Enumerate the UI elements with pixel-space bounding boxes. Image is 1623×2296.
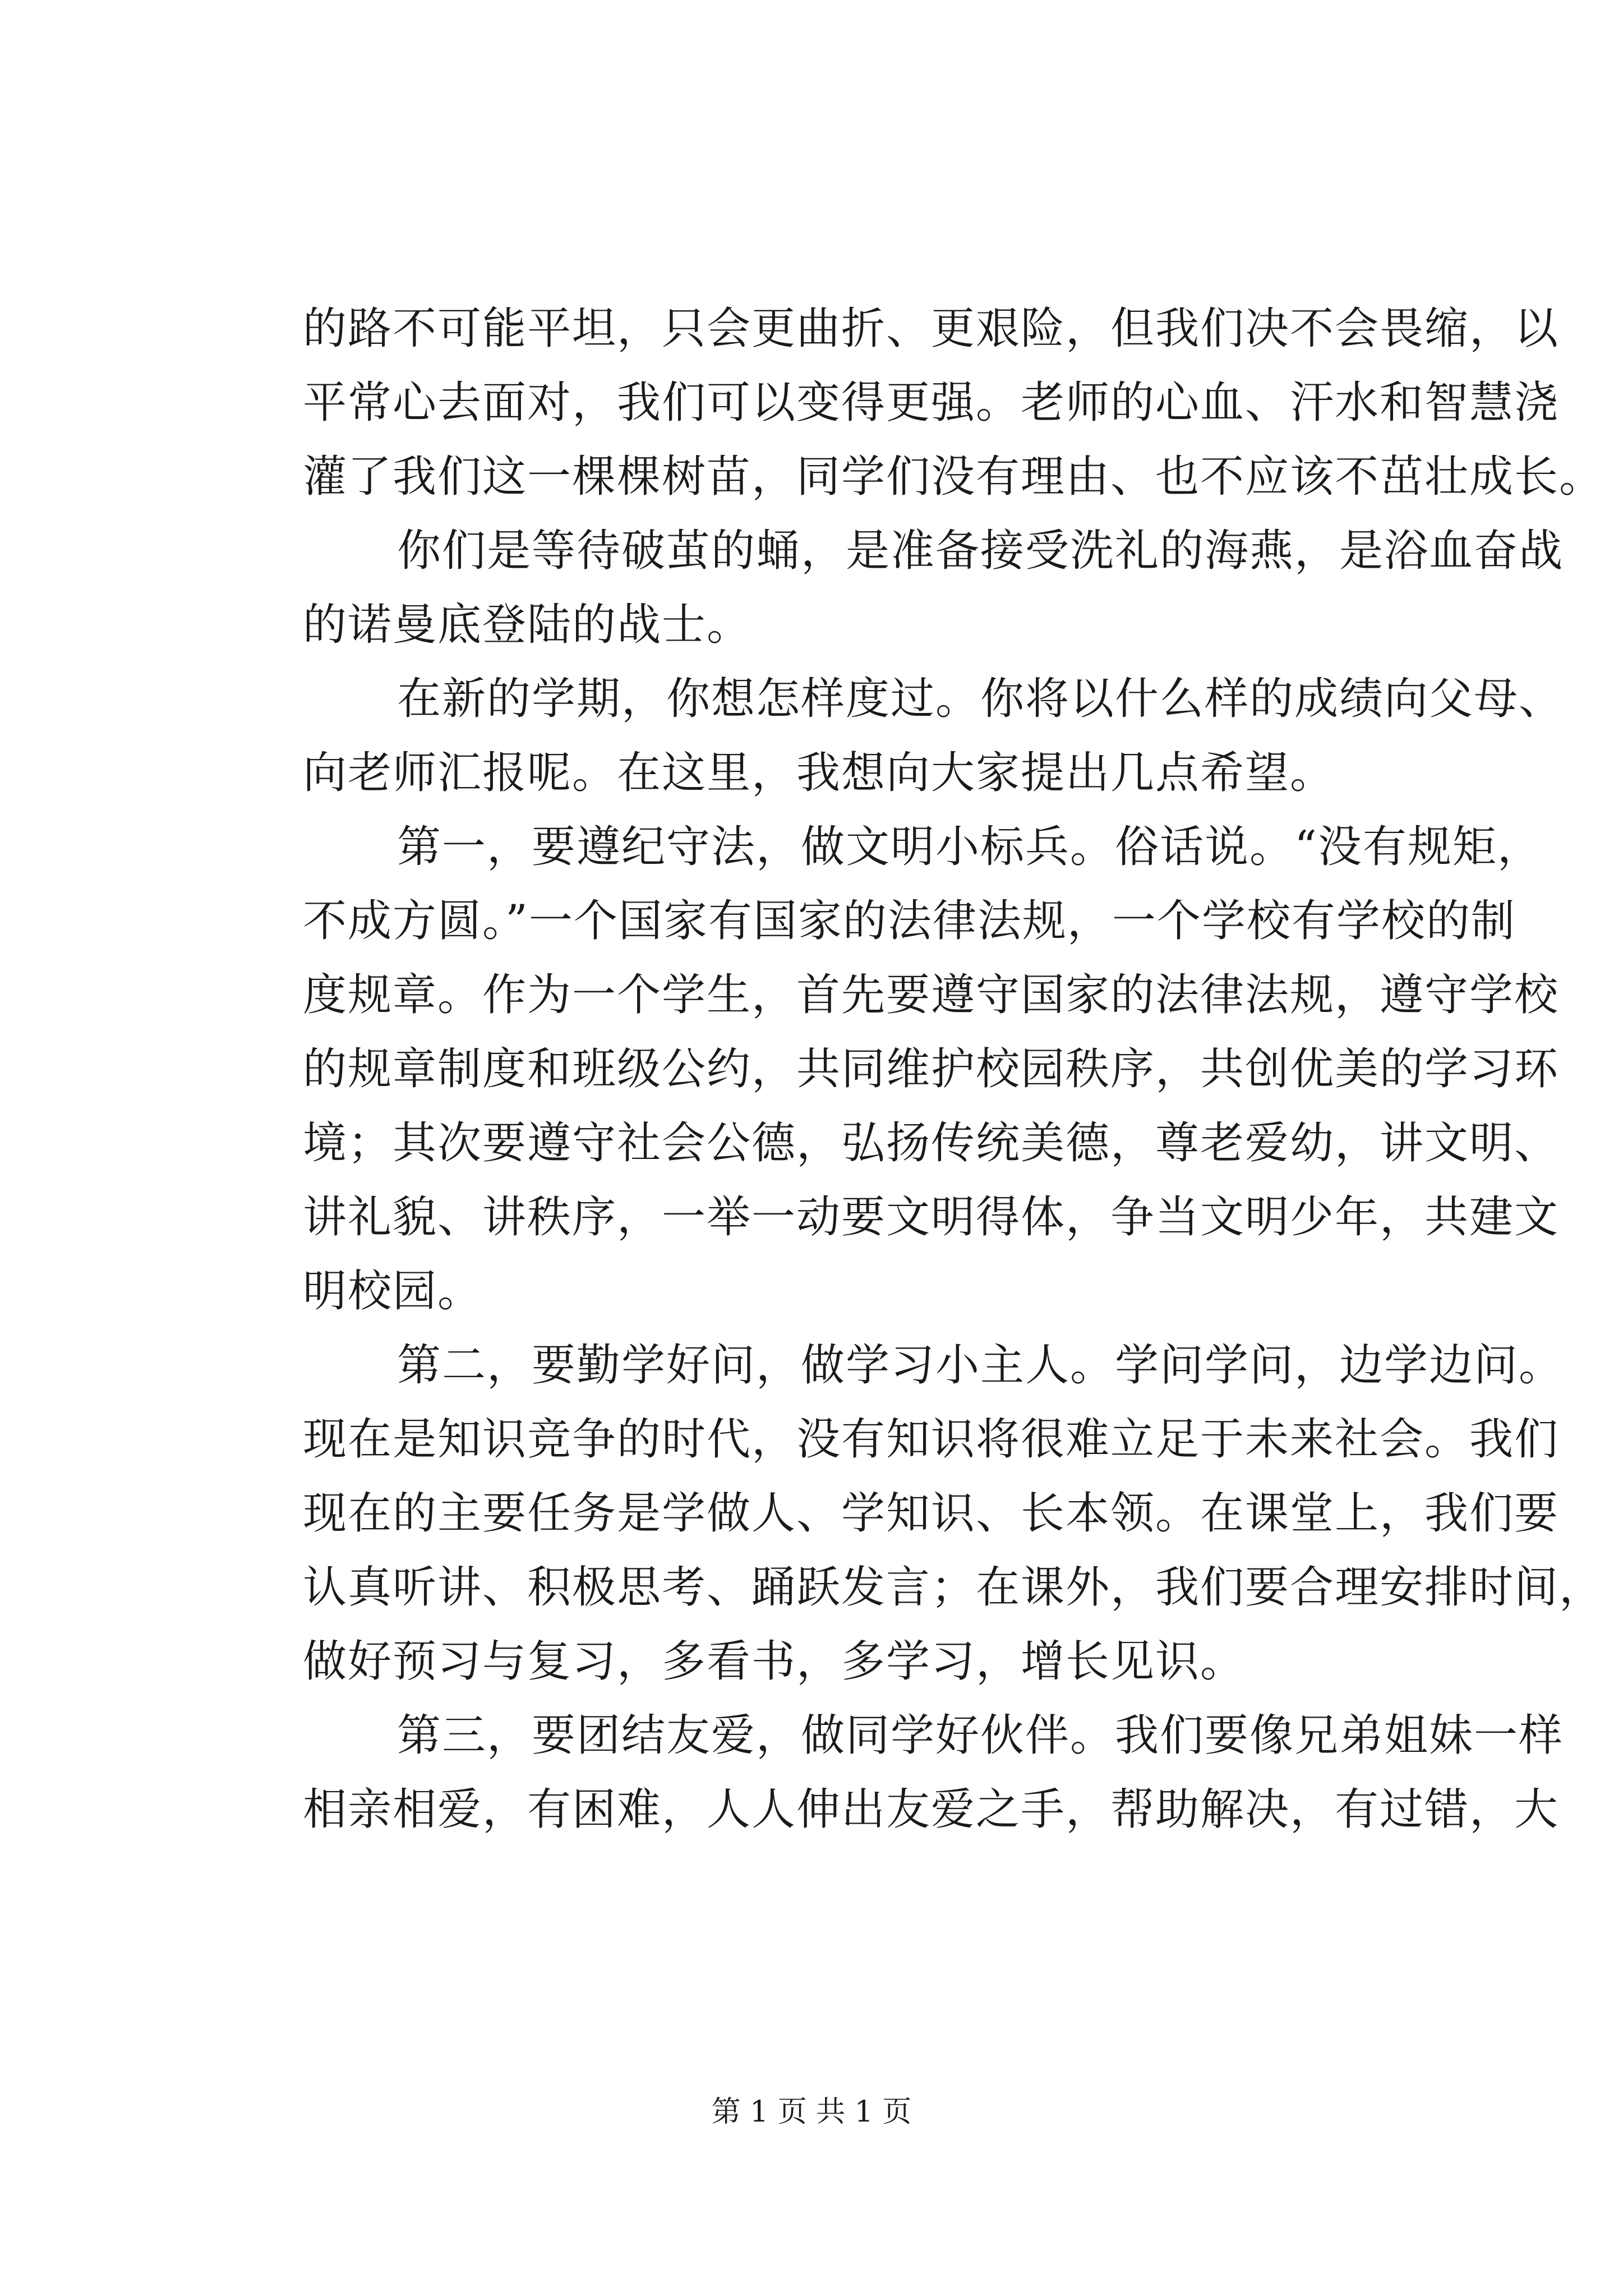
text-line: 讲礼貌、讲秩序，一举一动要文明得体，争当文明少年，共建文	[303, 1192, 1560, 1243]
page-number-footer: 第 1 页 共 1 页	[711, 2095, 912, 2129]
text-line: 不成方圆。”一个国家有国家的法律法规，一个学校有学校的制	[303, 896, 1516, 946]
text-line: 认真听讲、积极思考、踊跃发言；在课外，我们要合理安排时间，	[303, 1562, 1604, 1613]
text-line: 的路不可能平坦，只会更曲折、更艰险，但我们决不会畏缩，以	[303, 303, 1560, 354]
text-line: 明校园。	[303, 1266, 483, 1317]
text-line: 灌了我们这一棵棵树苗，同学们没有理由、也不应该不茁壮成长。	[303, 452, 1604, 502]
text-line: 现在的主要任务是学做人、学知识、长本领。在课堂上，我们要	[303, 1488, 1560, 1539]
text-line: 度规章。作为一个学生，首先要遵守国家的法律法规，遵守学校	[303, 970, 1560, 1020]
text-line: 现在是知识竞争的时代，没有知识将很难立足于未来社会。我们	[303, 1414, 1560, 1465]
document-body	[303, 292, 1604, 1847]
text-line: 做好预习与复习，多看书，多学习，增长见识。	[303, 1636, 1246, 1687]
paragraph-first-line: 你们是等待破茧的蛹，是准备接受洗礼的海燕，是浴血奋战	[397, 526, 1564, 576]
text-line: 的规章制度和班级公约，共同维护校园秩序，共创优美的学习环	[303, 1044, 1560, 1094]
text-line: 相亲相爱，有困难，人人伸出友爱之手，帮助解决，有过错，大	[303, 1784, 1560, 1835]
paragraph-first-line: 第一，要遵纪守法，做文明小标兵。俗话说。“没有规矩，	[397, 822, 1542, 872]
text-line: 向老师汇报呢。在这里，我想向大家提出几点希望。	[303, 748, 1335, 798]
paragraph-first-line: 在新的学期，你想怎样度过。你将以什么样的成绩向父母、	[397, 674, 1564, 724]
text-line: 境；其次要遵守社会公德，弘扬传统美德，尊老爱幼，讲文明、	[303, 1118, 1560, 1168]
text-line: 的诺曼底登陆的战士。	[303, 600, 752, 650]
text-line: 平常心去面对，我们可以变得更强。老师的心血、汗水和智慧浇	[303, 378, 1560, 428]
paragraph-first-line: 第三，要团结友爱，做同学好伙伴。我们要像兄弟姐妹一样	[397, 1710, 1564, 1761]
paragraph-first-line: 第二，要勤学好问，做学习小主人。学问学问，边学边问。	[397, 1340, 1564, 1391]
